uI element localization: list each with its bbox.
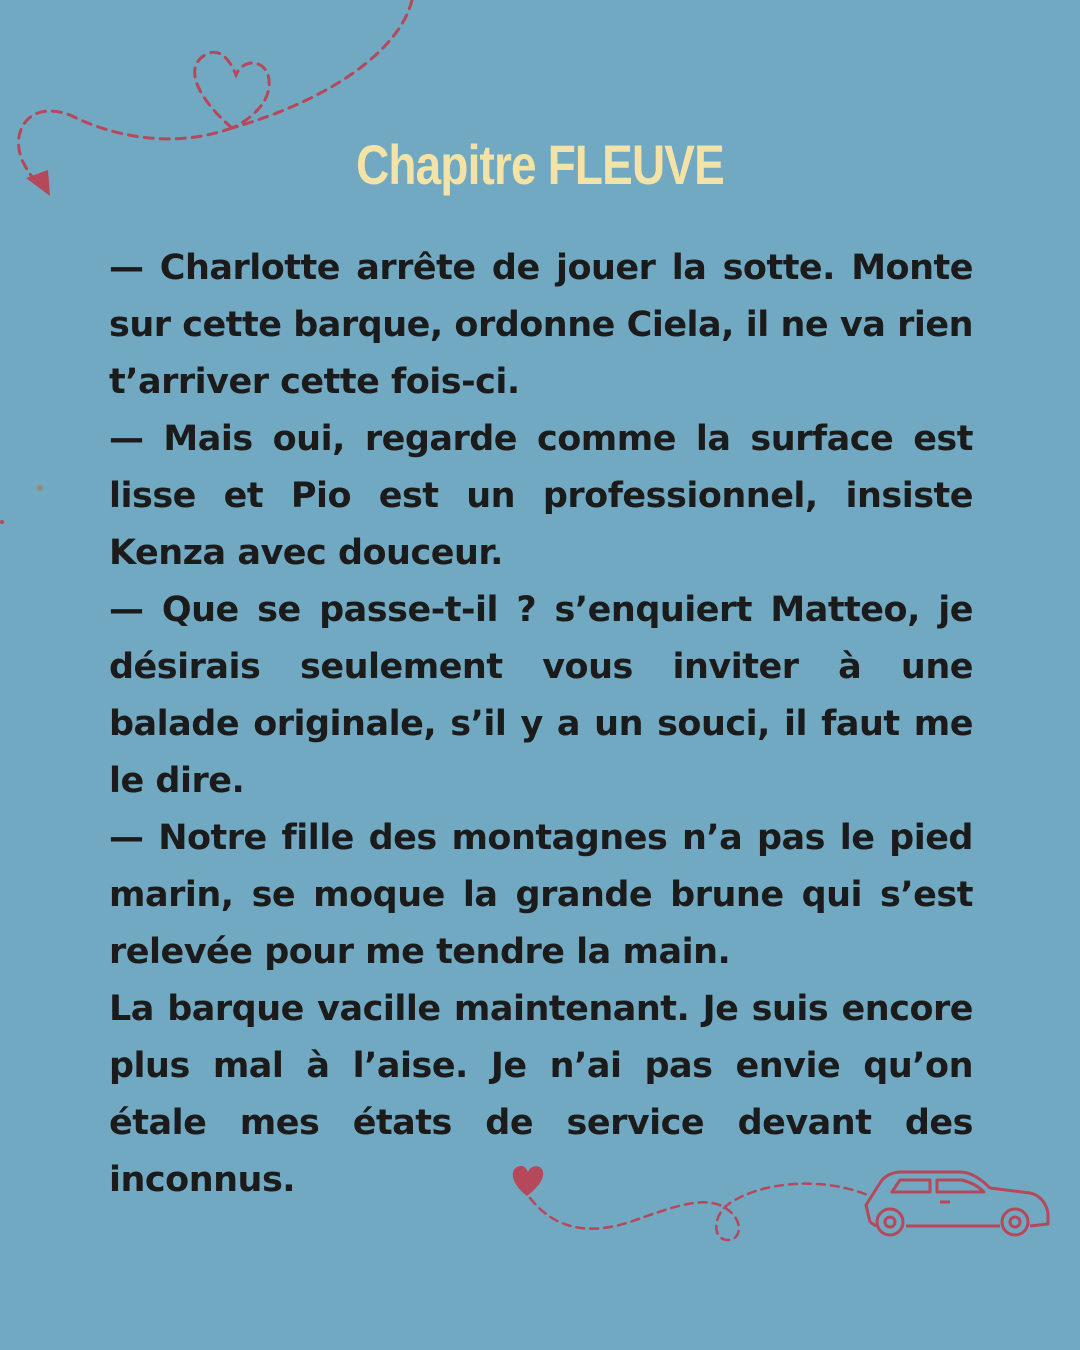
paragraph-5: La barque vacille maintenant. Je suis encore plus mal à l’aise. Je n’ai pas envie qu’on étale mes états de service devant des inconnus.	[109, 989, 973, 1200]
paragraph-1: — Charlotte arrête de jouer la sotte. Monte sur cette barque, ordonne Ciela, il ne va rien t’arriver cette fois-ci.	[109, 248, 973, 402]
paragraph-3: — Que se passe-t-il ? s’enquiert Matteo, je désirais seulement vous inviter à une balade originale, s’il y a un souci, il faut me le dire.	[109, 590, 973, 801]
story-text	[109, 240, 973, 1209]
paragraph-2: — Mais oui, regarde comme la surface est lisse et Pio est un professionnel, insiste Kenza avec douceur.	[109, 419, 973, 573]
arrow-head-icon	[26, 170, 50, 196]
paragraph-4: — Notre fille des montagnes n’a pas le pied marin, se moque la grande brune qui s’est relevée pour me tendre la main.	[109, 818, 973, 972]
page-title: Chapitre FLEUVE	[356, 133, 724, 196]
